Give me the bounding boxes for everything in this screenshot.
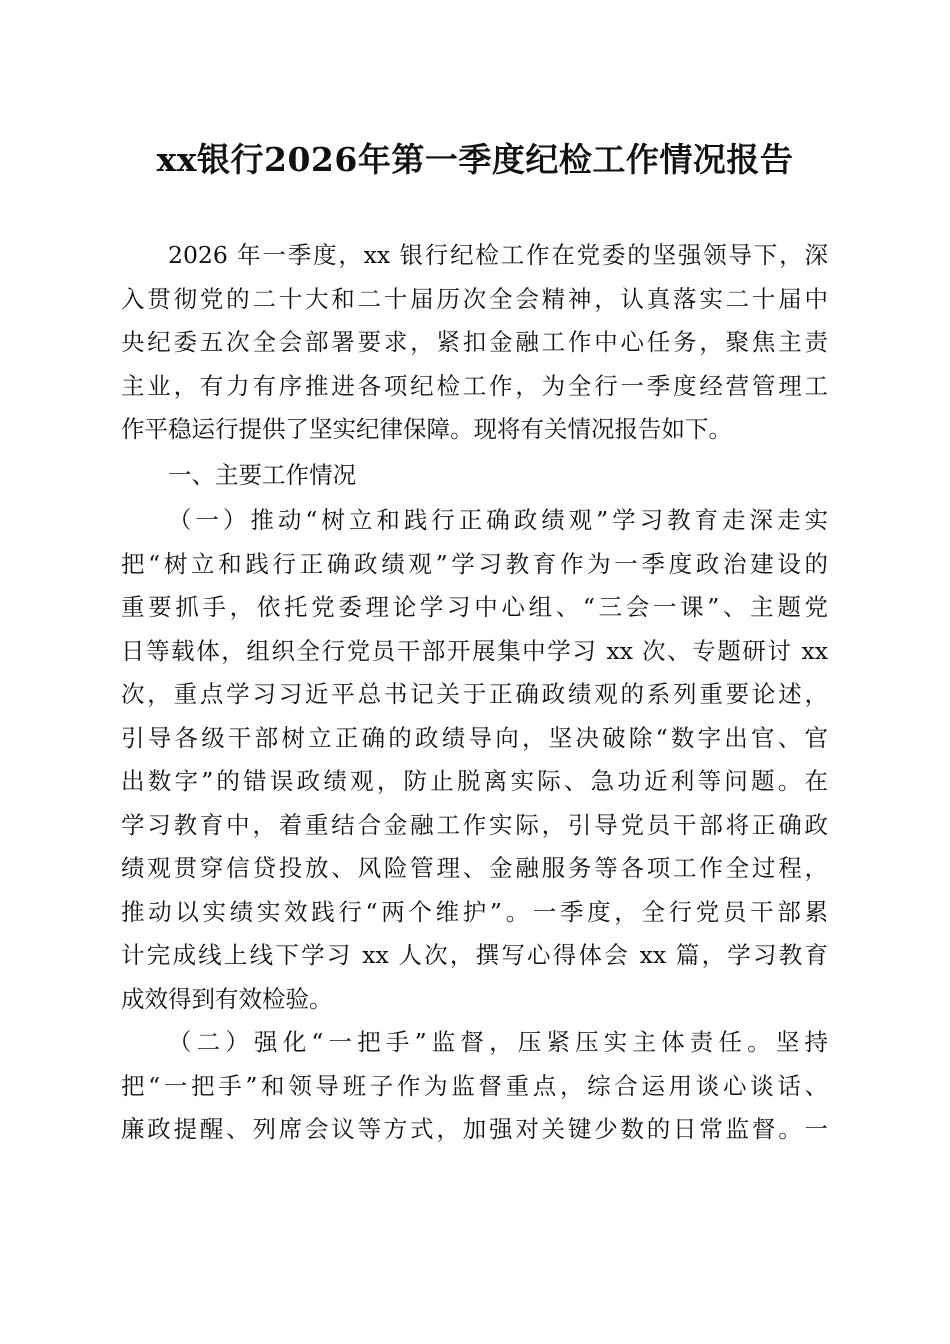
section-heading-1: 一、主要工作情况 xyxy=(168,461,356,489)
intro-line-2: 入贯彻党的二十大和二十届历次全会精神，认真落实二十届中 xyxy=(121,285,828,313)
document-title: xx银行2026年第一季度纪检工作情况报告 xyxy=(156,140,794,179)
subsection1-line-1: （一）推动“树立和践行正确政绩观”学习教育走深走实 xyxy=(168,506,828,534)
subsection1-line-9: 绩观贯穿信贷投放、风险管理、金融服务等各项工作全过程， xyxy=(121,854,828,882)
subsection1-line-7: 出数字”的错误政绩观，防止脱离实际、急功近利等问题。在 xyxy=(121,767,828,795)
subsection2-line-2: 把“一把手”和领导班子作为监督重点，综合运用谈心谈话、 xyxy=(121,1072,828,1100)
subsection1-line-2: 把“树立和践行正确政绩观”学习教育作为一季度政治建设的 xyxy=(121,550,828,578)
subsection1-line-12: 成效得到有效检验。 xyxy=(121,985,333,1013)
subsection2-line-1: （二）强化“一把手”监督，压紧压实主体责任。坚持 xyxy=(168,1028,828,1056)
intro-line-3: 央纪委五次全会部署要求，紧扣金融工作中心任务，聚焦主责 xyxy=(121,328,828,356)
subsection2-line-3: 廉政提醒、列席会议等方式，加强对关键少数的日常监督。一 xyxy=(121,1115,828,1143)
intro-line-1: 2026 年一季度，xx 银行纪检工作在党委的坚强领导下，深 xyxy=(168,241,828,269)
subsection1-line-11: 计完成线上线下学习 xx 人次，撰写心得体会 xx 篇，学习教育 xyxy=(121,941,828,969)
subsection1-line-5: 次，重点学习习近平总书记关于正确政绩观的系列重要论述， xyxy=(121,680,828,708)
subsection1-line-10: 推动以实绩实效践行“两个维护”。一季度，全行党员干部累 xyxy=(121,898,828,926)
subsection1-line-3: 重要抓手，依托党委理论学习中心组、“三会一课”、主题党 xyxy=(121,593,828,621)
subsection1-line-6: 引导各级干部树立正确的政绩导向，坚决破除“数字出官、官 xyxy=(121,724,828,752)
intro-line-5: 作平稳运行提供了坚实纪律保障。现将有关情况报告如下。 xyxy=(121,415,732,443)
subsection1-line-4: 日等载体，组织全行党员干部开展集中学习 xx 次、专题研讨 xx xyxy=(121,637,828,665)
intro-line-4: 主业，有力有序推进各项纪检工作，为全行一季度经营管理工 xyxy=(121,372,828,400)
subsection1-line-8: 学习教育中，着重结合金融工作实际，引导党员干部将正确政 xyxy=(121,811,828,839)
